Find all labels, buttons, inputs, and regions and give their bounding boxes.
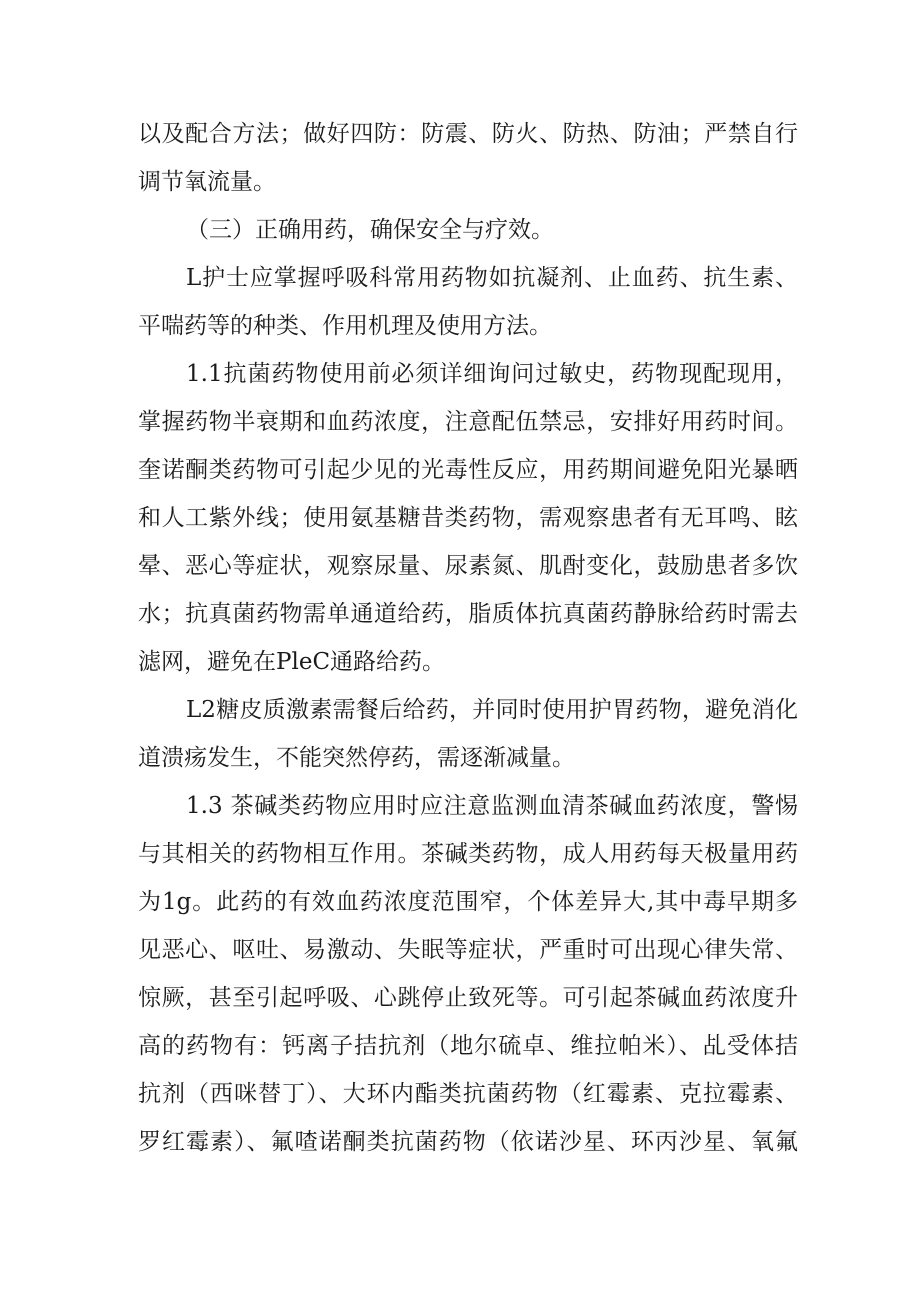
text-line: 高的药物有：钙离子拮抗剂（地尔硫卓、维拉帕米）、乩受体拮 xyxy=(138,1033,798,1059)
text-line: 晕、恶心等症状，观察尿量、尿素氮、肌酎变化，鼓励患者多饮 xyxy=(138,553,798,579)
text-line: 水；抗真菌药物需单通道给药，脂质体抗真菌药静脉给药时需去 xyxy=(138,601,798,627)
text-line: 掌握药物半衰期和血药浓度，注意配伍禁忌，安排好用药时间。 xyxy=(138,409,798,435)
text-line: 滤网，避免在PleC通路给药。 xyxy=(138,649,446,675)
text-line: 罗红霉素）、氟喳诺酮类抗菌药物（依诺沙星、环丙沙星、氧氟 xyxy=(138,1129,798,1155)
section-heading: （三）正确用药，确保安全与疗效。 xyxy=(186,217,554,243)
text-line: 与其相关的药物相互作用。茶碱类药物，成人用药每天极量用药 xyxy=(138,841,798,867)
text-line: 1.3 茶碱类药物应用时应注意监测血清茶碱血药浓度，警惕 xyxy=(186,793,798,819)
text-line: 奎诺酮类药物可引起少见的光毒性反应，用药期间避免阳光暴晒 xyxy=(138,457,798,483)
text-line: 惊厥，甚至引起呼吸、心跳停止致死等。可引起茶碱血药浓度升 xyxy=(138,985,798,1011)
text-line: 为1g。此药的有效血药浓度范围窄，个体差异大,其中毒早期多 xyxy=(138,889,798,915)
text-line: 平喘药等的种类、作用机理及使用方法。 xyxy=(138,313,552,339)
text-line: L2糖皮质激素需餐后给药，并同时使用护胃药物，避免消化 xyxy=(186,697,798,723)
text-line: 抗剂（西咪替丁）、大环内酯类抗菌药物（红霉素、克拉霉素、 xyxy=(138,1081,798,1107)
text-line: 调节氧流量。 xyxy=(138,169,276,195)
text-line: 道溃疡发生，不能突然停药，需逐渐减量。 xyxy=(138,745,575,771)
text-line: 以及配合方法；做好四防：防震、防火、防热、防油；严禁自行 xyxy=(138,121,798,147)
text-line: 和人工紫外线；使用氨基糖昔类药物，需观察患者有无耳鸣、眩 xyxy=(138,505,798,531)
text-line: 见恶心、呕吐、易激动、失眠等症状，严重时可出现心律失常、 xyxy=(138,937,798,963)
text-line: L护士应掌握呼吸科常用药物如抗凝剂、止血药、抗生素、 xyxy=(186,265,798,291)
text-line: 1.1抗菌药物使用前必须详细询问过敏史，药物现配现用， xyxy=(186,361,798,387)
